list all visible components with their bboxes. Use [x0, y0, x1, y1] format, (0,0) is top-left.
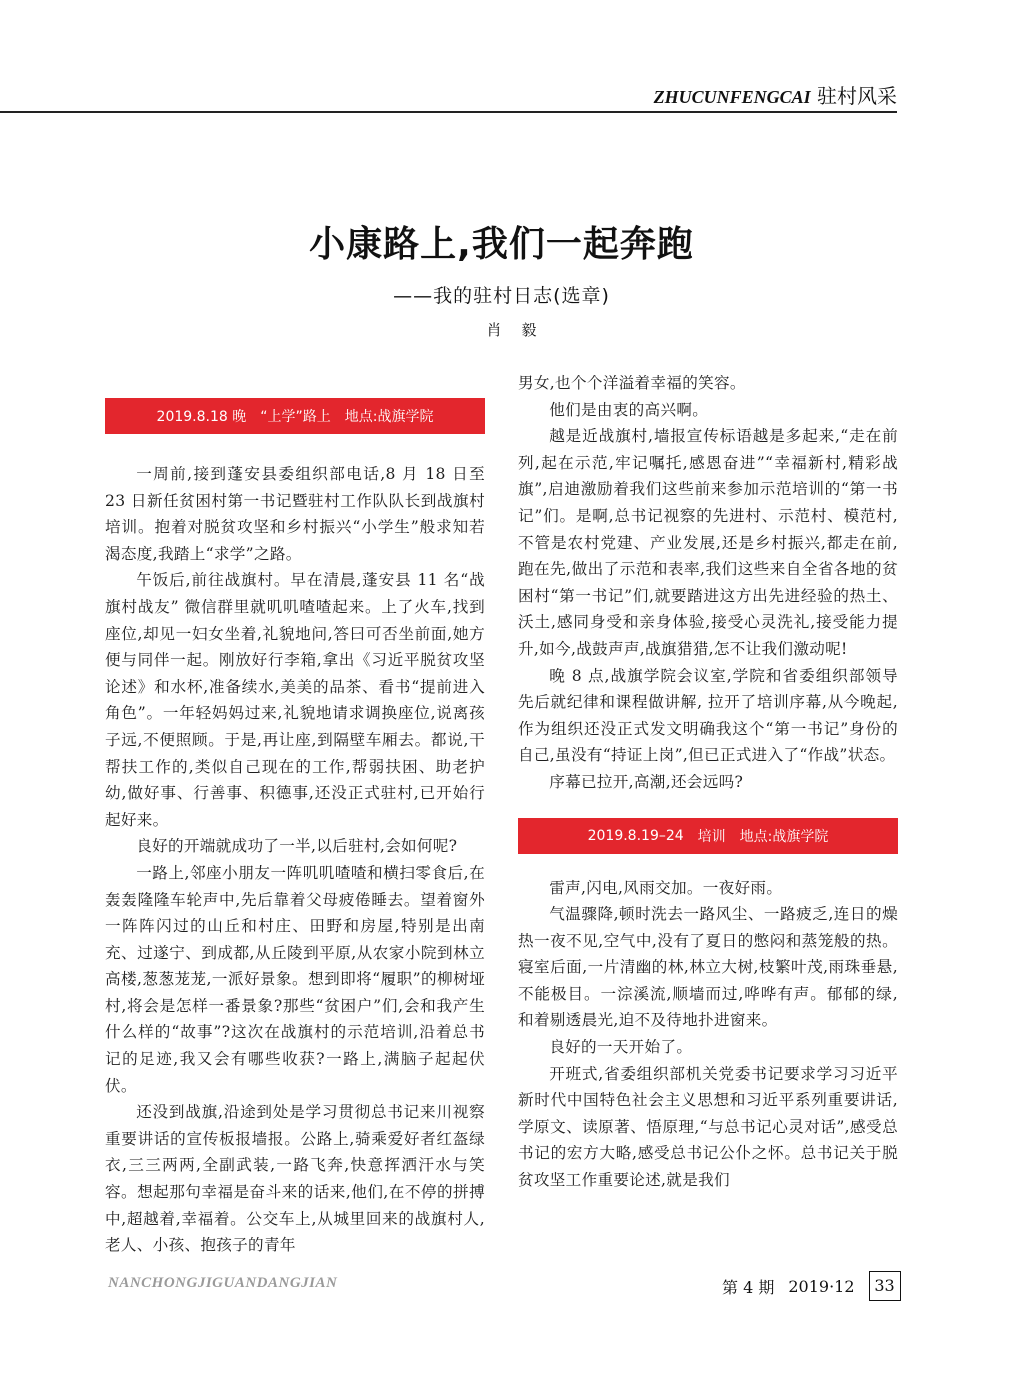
paragraph: 晚 8 点,战旗学院会议室,学院和省委组织部领导先后就纪律和课程做讲解, 拉开了培训序幕,从今晚起,作为组织还没正式发文明确我这个“第一书记”身份的自己,虽没有“持证上岗”,但已正式进入了“作战”状态。 [518, 666, 898, 765]
paragraph: 雷声,闪电,风雨交加。一夜好雨。 [549, 878, 783, 897]
section-1-date: 2019.8.18 晚 [156, 409, 247, 425]
article-subtitle: ——我的驻村日志(选章) [393, 285, 610, 307]
footer-issue-info [722, 1271, 901, 1301]
left-column [105, 370, 485, 1259]
running-header-english: ZHUCUNFENGCAI [653, 87, 811, 107]
running-header [654, 80, 897, 109]
paragraph: 越是近战旗村,墙报宣传标语越是多起来,“走在前列,起在示范,牢记嘱托,感恩奋进”“幸福新村,精彩战旗”,启迪激励着我们这些前来参加示范培训的“第一书记”们。是啊,总书记视察的先进村、示范村、模范村,不管是农村党建、产业发展,还是乡村振兴,都走在前,跑在先,做出了示范和表率,我们这些来自全省各地的贫困村“第一书记”们,就要踏进这方出先进经验的热土、沃土,感同身受和亲身体验,接受心灵洗礼,接受能力提升,如今,战鼓声声,战旗猎猎,怎不让我们激动呢! [518, 427, 898, 658]
paragraph: 他们是由衷的高兴啊。 [549, 400, 709, 419]
paragraph: 良好的一天开始了。 [549, 1038, 693, 1057]
paragraph: 一路上,邻座小朋友一阵叽叽喳喳和横扫零食后,在轰轰隆隆车轮声中,先后靠着父母疲倦睡去。望着窗外一阵阵闪过的山丘和村庄、田野和房屋,特别是出南充、过遂宁、到成都,从丘陵到平原,从农家小院到林立高楼,葱葱茏茏,一派好景象。想到即将“履职”的柳树垭村,将会是怎样一番景象?那些“贫困户”们,会和我产生什么样的“故事”?这次在战旗村的示范培训,沿着总书记的足迹,我又会有哪些收获?一路上,满脑子起起伏伏。 [105, 863, 485, 1095]
page-number: 33 [869, 1271, 901, 1301]
section-header-1 [105, 398, 485, 434]
paragraph: 还没到战旗,沿途到处是学习贯彻总书记来川视察重要讲话的宣传板报墙报。公路上,骑乘爱好者红盔绿衣,三三两两,全副武装,一路飞奔,快意挥洒汗水与笑容。想起那句幸福是奋斗来的话来,他们,在不停的拼搏中,超越着,幸福着。公交车上,从城里回来的战旗村人,老人、小孩、抱孩子的青年 [105, 1103, 485, 1255]
section-header-2 [518, 818, 898, 854]
right-column [518, 370, 898, 1194]
section-2-date: 2019.8.19–24 [587, 827, 684, 844]
section-2-location: 地点:战旗学院 [739, 828, 829, 845]
article-author: 肖毅 [486, 321, 557, 339]
section-1-location: 地点:战旗学院 [344, 409, 434, 425]
paragraph: 序幕已拉开,高潮,还会远吗? [549, 772, 744, 791]
footer-journal-name: NANCHONGJIGUANDANGJIAN [108, 1275, 338, 1291]
section-1-topic: “上学”路上 [260, 409, 331, 425]
paragraph: 男女,也个个洋溢着幸福的笑容。 [518, 374, 746, 392]
header-rule [0, 111, 897, 113]
footer-issue: 第 4 期 [722, 1277, 775, 1297]
footer-date: 2019·12 [788, 1276, 855, 1296]
article-title: 小康路上,我们一起奔跑 [309, 224, 694, 265]
paragraph: 开班式,省委组织部机关党委书记要求学习习近平新时代中国特色社会主义思想和习近平系列重要讲话,学原文、读原著、悟原理,“与总书记心灵对话”,感受总书记的宏方大略,感受总书记公仆之怀。总书记关于脱贫攻坚工作重要论述,就是我们 [518, 1064, 898, 1190]
paragraph: 午饭后,前往战旗村。早在清晨,蓬安县 11 名“战旗村战友” 微信群里就叽叽喳喳起来。上了火车,找到座位,却见一妇女坐着,礼貌地问,答曰可否坐前面,她方便与同伴一起。刚放好行李箱,拿出《习近平脱贫攻坚论述》和水杯,准备续水,美美的品茶、看书“提前进入角色”。一年轻妈妈过来,礼貌地请求调换座位,说离孩子远,不便照顾。于是,再让座,到隔壁车厢去。都说,干帮扶工作的,类似自己现在的工作,帮弱扶困、助老护幼,做好事、行善事、积德事,还没正式驻村,已开始行起好来。 [105, 571, 485, 829]
paragraph: 一周前,接到蓬安县委组织部电话,8 月 18 日至 23 日新任贫困村第一书记暨驻村工作队队长到战旗村培训。抱着对脱贫攻坚和乡村振兴“小学生”般求知若渴态度,我踏上“求学”之路。 [105, 465, 485, 563]
paragraph: 气温骤降,顿时洗去一路风尘、一路疲乏,连日的燥热一夜不见,空气中,没有了夏日的憋闷和蒸笼般的热。寝室后面,一片清幽的林,林立大树,枝繁叶茂,雨珠垂悬,不能极目。一淙溪流,顺墙而过,哗哗有声。郁郁的绿,和着剔透晨光,迫不及待地扑进窗来。 [518, 905, 898, 1030]
section-2-topic: 培训 [697, 828, 726, 845]
paragraph: 良好的开端就成功了一半,以后驻村,会如何呢? [136, 837, 458, 856]
running-header-chinese: 驻村风采 [817, 84, 897, 108]
